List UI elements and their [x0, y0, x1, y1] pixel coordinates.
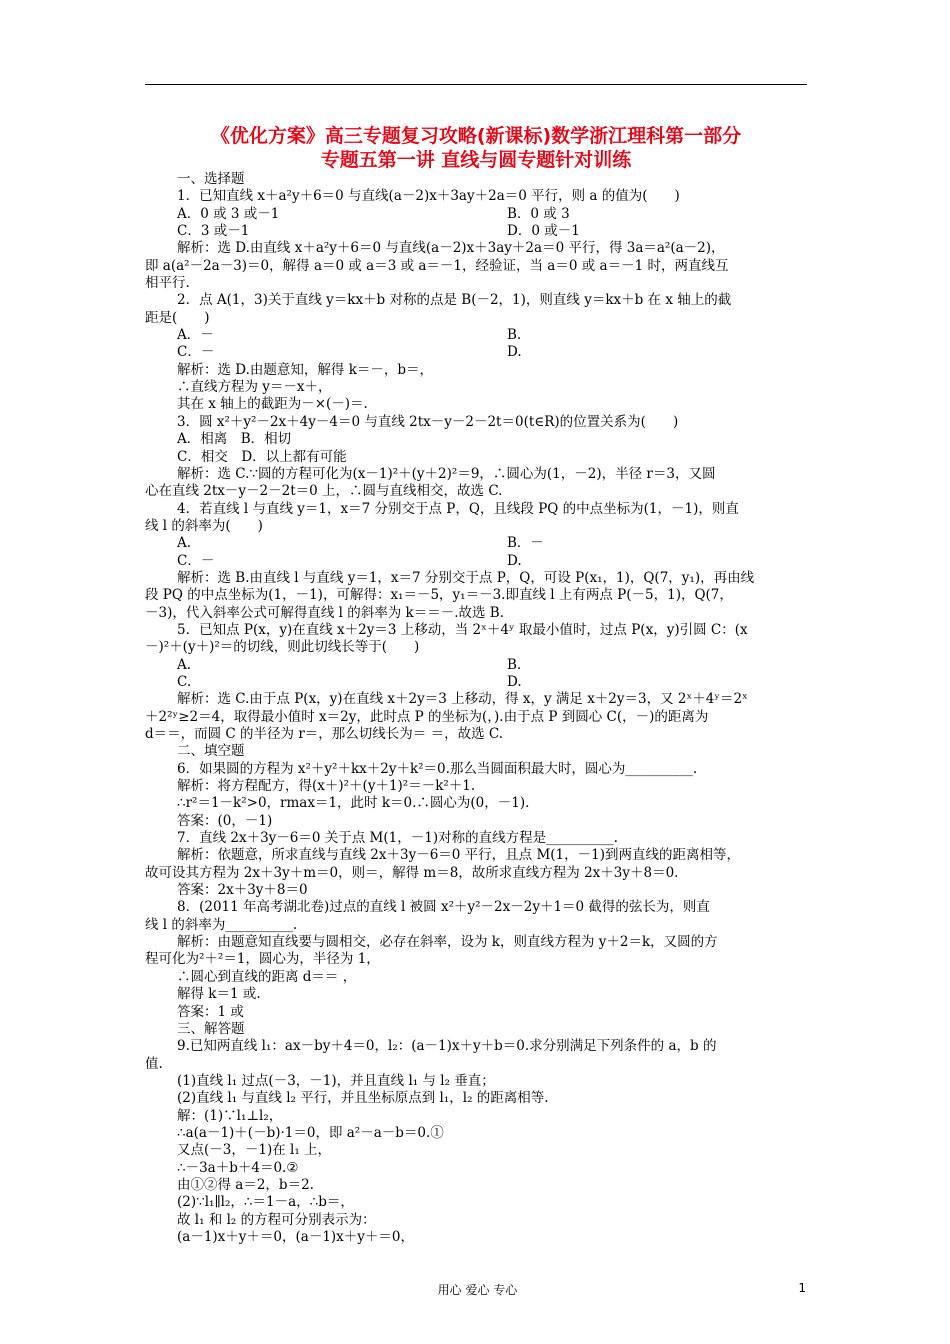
text-line-content: C. — [177, 673, 192, 690]
text-line — [145, 882, 810, 899]
text-line-content: 解析：选 D.由直线 x＋a²y＋6＝0 与直线(a－2)x＋3ay＋2a＝0 平行，得 3a＝a²(a－2)， — [177, 240, 725, 257]
text-line — [145, 1073, 810, 1090]
text-line — [145, 1125, 810, 1142]
text-line — [145, 327, 810, 344]
text-line-content: C．相交 D．以上都有可能 — [177, 448, 347, 465]
text-line — [145, 431, 810, 448]
text-line-content: 故可设其方程为 2x＋3y＋m＝0，则＝，解得 m＝8，故所求直线方程为 2x＋3y＋8＝0. — [145, 864, 679, 881]
text-line — [145, 934, 810, 951]
text-line — [145, 1142, 810, 1159]
text-line — [145, 951, 810, 968]
text-line-content: A. — [177, 535, 192, 552]
text-line-content: A. — [177, 656, 192, 673]
option-right-column: B．0 或 3 — [507, 205, 570, 222]
text-line — [145, 570, 810, 587]
text-line-content: d＝＝，而圆 C 的半径为 r＝，那么切线长为＝ ＝，故选 C. — [145, 726, 504, 742]
text-line-content: 线 l 的斜率为__________. — [145, 916, 298, 933]
text-line-content: 值. — [145, 1055, 163, 1072]
text-line-content: 二、填空题 — [177, 743, 245, 760]
text-line-content: 4．若直线 l 与直线 y＝1，x＝7 分别交于点 P，Q，且线段 PQ 的中点坐标为(1，－1)，则直 — [177, 500, 739, 517]
text-line-content: (2)直线 l₁ 与直线 l₂ 平行，并且坐标原点到 l₁，l₂ 的距离相等. — [177, 1090, 549, 1107]
text-line-content: A．相离 B．相切 — [177, 431, 292, 448]
text-line — [145, 396, 810, 413]
text-line — [145, 1021, 810, 1038]
page-number: 1 — [798, 1281, 806, 1295]
text-line — [145, 587, 810, 604]
text-line-content: ∴圆心到直线的距离 d＝＝ ， — [177, 968, 357, 985]
text-line — [145, 466, 810, 483]
text-line-content: 9.已知两直线 l₁：ax－by＋4＝0，l₂：(a－1)x＋y＋b＝0.求分别满足下列条件的 a，b 的 — [177, 1038, 717, 1055]
text-line-content: －3)，代入斜率公式可解得直线 l 的斜率为 k＝＝－.故选 B. — [145, 604, 505, 621]
text-line — [145, 795, 810, 812]
document-title-line-2: 专题五第一讲 直线与圆专题针对训练 — [320, 149, 632, 171]
text-line-content: 解析：选 C.由于点 P(x，y)在直线 x＋2y＝3 上移动，得 x，y 满足 x＋2y＝3，又 2ˣ＋4ʸ＝2ˣ — [177, 691, 748, 708]
text-line-content: 线 l 的斜率为( ) — [145, 517, 263, 534]
text-line — [145, 1056, 810, 1073]
text-line-content: 三、解答题 — [177, 1020, 245, 1037]
text-line-content: 1．已知直线 x＋a²y＋6＝0 与直线(a－2)x＋3ay＋2a＝0 平行，则 a 的值为( ) — [177, 188, 680, 205]
text-line — [145, 1194, 810, 1211]
text-line — [145, 605, 810, 622]
option-right-column: D．0 或－1 — [507, 223, 580, 240]
text-line-content: 6．如果圆的方程为 x²＋y²＋kx＋2y＋k²＝0.那么当圆面积最大时，圆心为__________. — [177, 760, 698, 777]
option-right-column: D. — [507, 552, 522, 569]
text-line-content: (2)∵l₁∥l₂，∴＝1－a，∴b＝， — [177, 1194, 354, 1211]
text-line-content: A．0 或 3 或－1 — [177, 205, 280, 222]
text-line-content: 答案：2x＋3y＋8＝0 — [177, 882, 308, 899]
text-line — [145, 258, 810, 275]
text-line — [145, 414, 810, 431]
text-line — [145, 639, 810, 656]
text-line-content: A．－ — [177, 327, 214, 344]
text-line — [145, 917, 810, 934]
text-line-content: C．3 或－1 — [177, 223, 250, 240]
text-line — [145, 847, 810, 864]
document-body — [145, 171, 810, 1246]
header-rule — [145, 84, 807, 85]
text-line — [145, 171, 810, 188]
text-line — [145, 449, 810, 466]
text-line — [145, 761, 810, 778]
document-title-line-1: 《优化方案》高三专题复习攻略(新课标)数学浙江理科第一部分 — [210, 125, 742, 147]
text-line-content: 程可化为²＋²＝1，圆心为，半径为 1， — [145, 951, 380, 968]
text-line — [145, 830, 810, 847]
text-line — [145, 292, 810, 309]
text-line — [145, 379, 810, 396]
option-right-column: D. — [507, 344, 522, 361]
text-line — [145, 344, 810, 361]
text-line-content: (a－1)x＋y＋＝0，(a－1)x＋y＋＝0， — [177, 1228, 415, 1245]
text-line — [145, 986, 810, 1003]
text-line-content: 3．圆 x²＋y²－2x＋4y－4＝0 与直线 2tx－y－2－2t＝0(t∈R)的位置关系为( ) — [177, 413, 679, 430]
text-line-content: ∴a(a－1)＋(－b)·1＝0，即 a²－a－b＝0.① — [177, 1124, 444, 1141]
text-line — [145, 362, 810, 379]
text-line — [145, 726, 810, 743]
text-line — [145, 969, 810, 986]
text-line — [145, 535, 810, 552]
text-line — [145, 657, 810, 674]
text-line — [145, 240, 810, 257]
option-right-column: B. — [507, 327, 522, 344]
text-line — [145, 518, 810, 535]
text-line — [145, 1229, 810, 1246]
text-line-content: 其在 x 轴上的截距为－×(－)＝. — [177, 396, 368, 413]
text-line-content: 2．点 A(1，3)关于直线 y＝kx＋b 对称的点是 B(－2，1)，则直线 y＝kx＋b 在 x 轴上的截 — [177, 292, 732, 309]
text-line — [145, 709, 810, 726]
text-line-content: (1)直线 l₁ 过点(－3，－1)，并且直线 l₁ 与 l₂ 垂直； — [177, 1072, 495, 1089]
text-line-content: 解析：选 C.∵圆的方程可化为(x－1)²＋(y＋2)²＝9，∴圆心为(1，－2)，半径 r＝3，又圆 — [177, 465, 716, 482]
text-line-content: 由①②得 a＝2，b＝2. — [177, 1176, 314, 1193]
text-line-content: 解析：将方程配方，得(x＋)²＋(y＋1)²＝－k²＋1. — [177, 778, 476, 795]
text-line — [145, 1212, 810, 1229]
text-line-content: 解析：由题意知直线要与圆相交，必存在斜率，设为 k，则直线方程为 y＋2＝k，又圆的方 — [177, 934, 718, 951]
text-line — [145, 1108, 810, 1125]
text-line — [145, 206, 810, 223]
text-line-content: 解析：选 D.由题意知，解得 k＝－，b＝， — [177, 361, 434, 378]
option-right-column: B．－ — [507, 535, 544, 552]
text-line — [145, 813, 810, 830]
text-line — [145, 553, 810, 570]
text-line-content: 8．(2011 年高考湖北卷)过点的直线 l 被圆 x²＋y²－2x－2y＋1＝0 截得的弦长为，则直 — [177, 899, 710, 916]
text-line-content: 距是( ) — [145, 309, 210, 326]
text-line — [145, 691, 810, 708]
text-line-content: 段 PQ 的中点坐标为(1，－1)，可解得：x₁＝－5，y₁＝－3.即直线 l 上有两点 P(－5，1)，Q(7， — [145, 587, 733, 604]
text-line-content: 5．已知点 P(x，y)在直线 x＋2y＝3 上移动，当 2ˣ＋4ʸ 取最小值时，过点 P(x，y)引圆 C：(x — [177, 621, 748, 638]
text-line-content: C．－ — [177, 344, 215, 361]
text-line-content: 又点(－3，－1)在 l₁ 上， — [177, 1142, 332, 1159]
option-right-column: D. — [507, 673, 522, 690]
text-line-content: 故 l₁ 和 l₂ 的方程可分别表示为： — [177, 1211, 376, 1228]
text-line — [145, 1090, 810, 1107]
text-line — [145, 501, 810, 518]
text-line — [145, 275, 810, 292]
text-line-content: 答案：(0，－1) — [177, 812, 273, 829]
text-line-content: 心在直线 2tx－y－2－2t＝0 上，∴圆与直线相交，故选 C. — [145, 483, 503, 500]
text-line — [145, 483, 810, 500]
option-right-column: B. — [507, 656, 522, 673]
text-line-content: 即 a(a²－2a－3)＝0，解得 a＝0 或 a＝3 或 a＝－1，经验证，当 a＝0 或 a＝－1 时，两直线互 — [145, 257, 729, 274]
text-line — [145, 1038, 810, 1055]
text-line-content: 解：(1)∵l₁⊥l₂， — [177, 1107, 283, 1124]
text-line — [145, 1004, 810, 1021]
text-line-content: 相平行. — [145, 275, 190, 292]
text-line-content: ＋2²ʸ≥2＝4，取得最小值时 x＝2y，此时点 P 的坐标为(，).由于点 P 到圆心 C(，－)的距离为 — [145, 708, 709, 725]
text-line-content: 解得 k＝1 或. — [177, 986, 261, 1003]
text-line-content: 7．直线 2x＋3y－6＝0 关于点 M(1，－1)对称的直线方程是__________. — [177, 830, 618, 847]
text-line-content: 一、选择题 — [177, 171, 245, 187]
text-line — [145, 622, 810, 639]
text-line — [145, 223, 810, 240]
text-line-content: ∴r²＝1－k²>0，rmax＝1，此时 k＝0.∴圆心为(0，－1). — [177, 795, 530, 812]
text-line-content: 答案：1 或 — [177, 1003, 244, 1020]
text-line — [145, 743, 810, 760]
text-line — [145, 865, 810, 882]
text-line-content: C．－ — [177, 552, 215, 569]
text-line — [145, 310, 810, 327]
text-line-content: ∴－3a＋b＋4＝0.② — [177, 1159, 299, 1176]
text-line-content: －)²＋(y＋)²＝的切线，则此切线长等于( ) — [145, 639, 420, 656]
footer-slogan: 用心 爱心 专心 — [437, 1283, 518, 1297]
text-line — [145, 188, 810, 205]
text-line — [145, 1160, 810, 1177]
text-line-content: 解析：依题意，所求直线与直线 2x＋3y－6＝0 平行，且点 M(1，－1)到两直线的距离相等， — [177, 847, 741, 864]
text-line-content: 解析：选 B.由直线 l 与直线 y＝1，x＝7 分别交于点 P，Q，可设 P(x₁，1)，Q(7，y₁)，再由线 — [177, 569, 755, 586]
text-line — [145, 778, 810, 795]
text-line — [145, 899, 810, 916]
text-line — [145, 674, 810, 691]
text-line — [145, 1177, 810, 1194]
text-line-content: ∴直线方程为 y＝－x＋， — [177, 379, 332, 396]
